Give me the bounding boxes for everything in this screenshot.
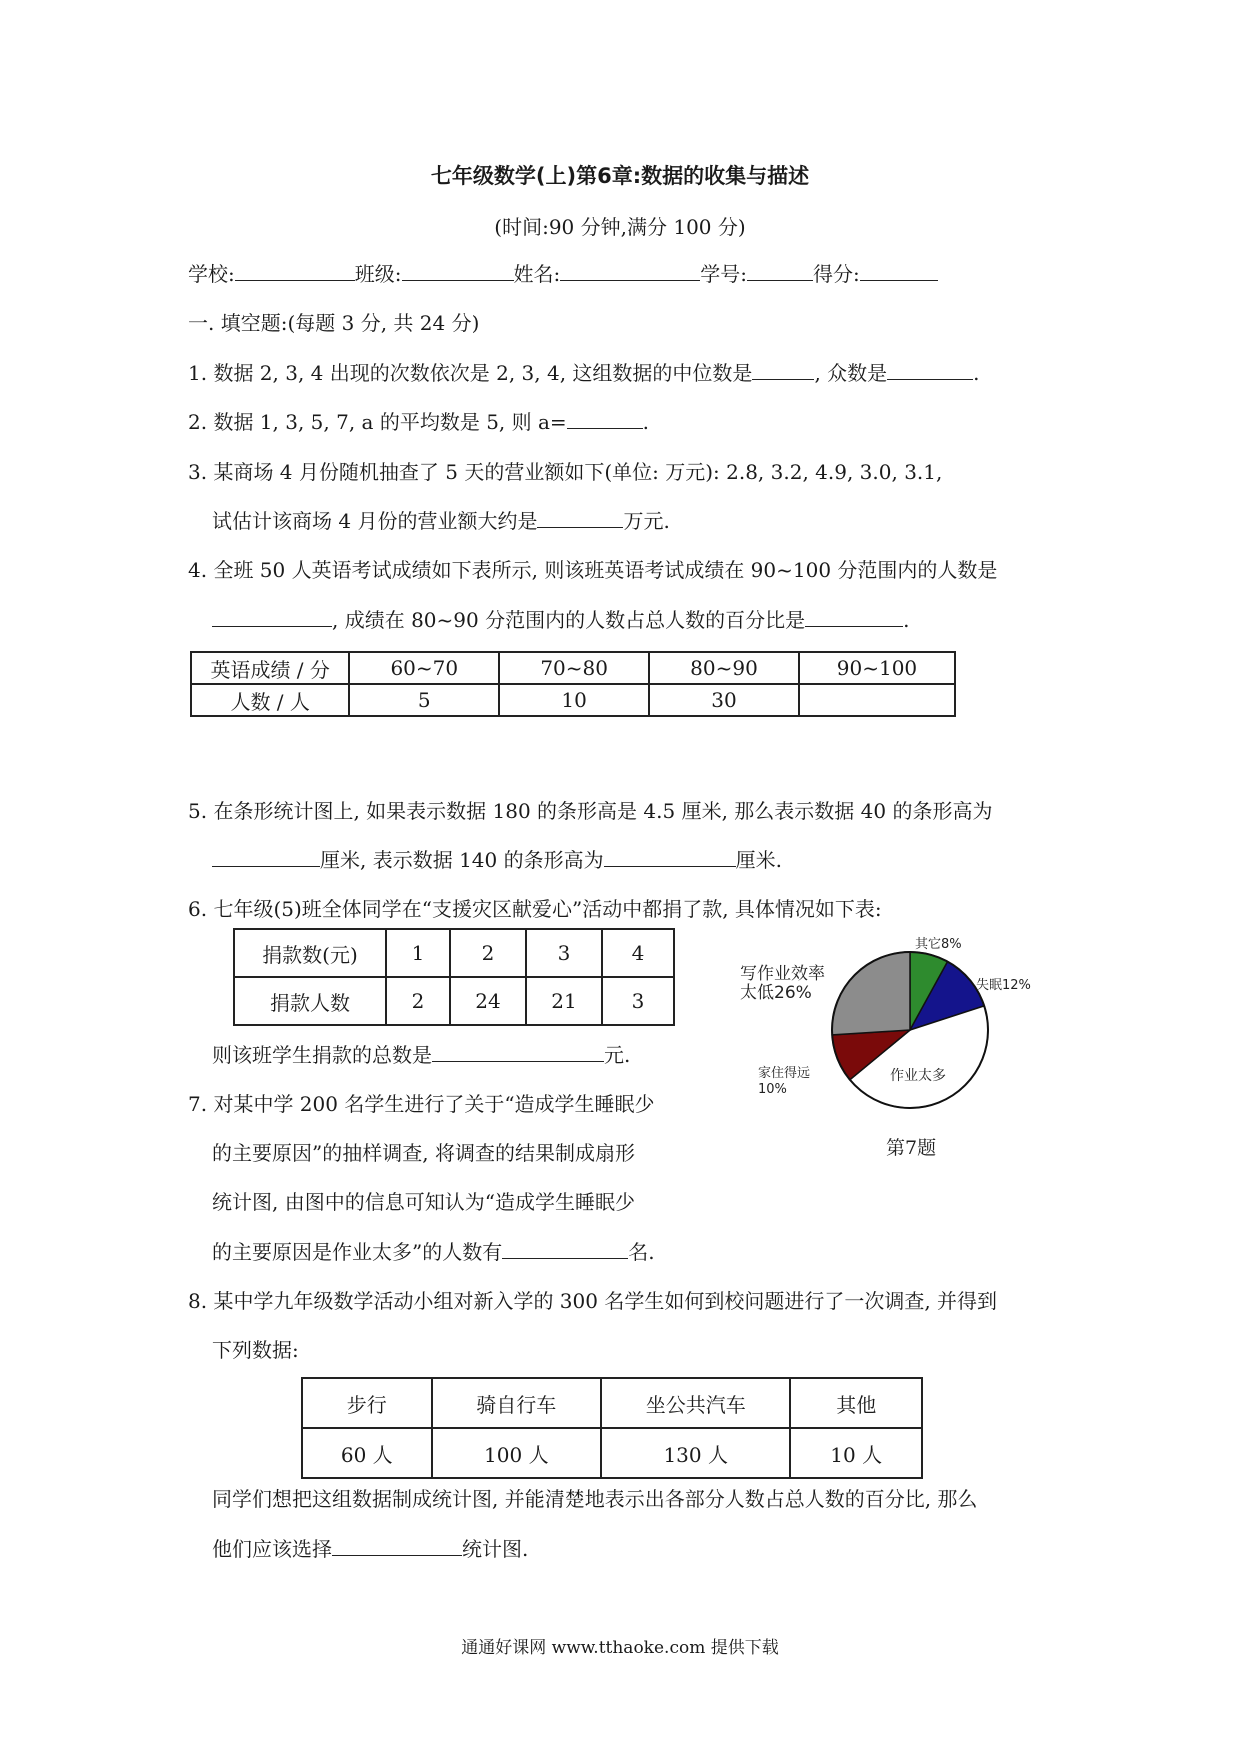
q4-end: . [903, 608, 910, 632]
q4-text: , 成绩在 80~90 分范围内的人数占总人数的百分比是 [332, 608, 806, 632]
q1-blank-mode[interactable] [887, 359, 973, 380]
table-cell: 100 人 [432, 1428, 601, 1478]
pie-label-far [758, 1066, 810, 1098]
q1-text-mode: , 众数是 [814, 361, 888, 385]
class-blank[interactable] [402, 260, 514, 281]
question-5-line2 [212, 844, 782, 873]
table-cell: 3 [526, 929, 602, 977]
q4-blank-percent[interactable] [805, 606, 903, 627]
page-subtitle: (时间:90 分钟,满分 100 分) [494, 215, 746, 239]
q7-text: 的主要原因是作业太多”的人数有 [212, 1240, 503, 1264]
school-blank[interactable] [235, 260, 355, 281]
table-cell: 2 [450, 929, 526, 977]
q3-blank[interactable] [537, 507, 623, 528]
question-7-line3: 统计图, 由图中的信息可知认为“造成学生睡眠少 [212, 1190, 635, 1214]
table-cell: 60 人 [302, 1428, 432, 1478]
question-2 [188, 406, 649, 435]
pie-label-efficiency-line1: 写作业效率 [740, 964, 825, 984]
pie-label-other: 其它8% [915, 937, 962, 952]
table-cell: 70~80 [499, 652, 649, 684]
question-6-line2 [212, 1039, 630, 1068]
footer-credit: 通通好课网 www.tthaoke.com 提供下载 [461, 1638, 779, 1658]
question-3-line1: 3. 某商场 4 月份随机抽查了 5 天的营业额如下(单位: 万元): 2.8, 3.2, 4.9, 3.0, 3.1, [188, 460, 943, 484]
table-cell: 英语成绩 / 分 [191, 652, 349, 684]
q8-text: 他们应该选择 [212, 1537, 332, 1561]
question-8-line4 [212, 1533, 528, 1562]
q5-blank-1[interactable] [212, 846, 320, 867]
table-row [302, 1378, 922, 1428]
q5-unit: 厘米. [735, 848, 782, 872]
q6-text: 则该班学生捐款的总数是 [212, 1043, 432, 1067]
table-cell: 2 [386, 977, 450, 1025]
q2-end: . [642, 410, 650, 434]
pie-label-efficiency-line2: 太低26% [740, 983, 812, 1003]
table-cell: 4 [602, 929, 674, 977]
pie-chart-figure [740, 930, 1050, 1160]
question-8-line3: 同学们想把这组数据制成统计图, 并能清楚地表示出各部分人数占总人数的百分比, 那么 [212, 1487, 978, 1511]
table-cell: 130 人 [601, 1428, 790, 1478]
table-cell: 90~100 [799, 652, 955, 684]
table-cell-empty[interactable] [799, 684, 955, 716]
table-cell: 骑自行车 [432, 1378, 601, 1428]
q5-text: 厘米, 表示数据 140 的条形高为 [320, 848, 604, 872]
score-label: 得分: [813, 262, 860, 286]
table-cell: 3 [602, 977, 674, 1025]
question-5-line1: 5. 在条形统计图上, 如果表示数据 180 的条形高是 4.5 厘米, 那么表示数据 40 的条形高为 [188, 799, 993, 823]
pie-label-efficiency [740, 965, 825, 1003]
student-id-label: 学号: [700, 262, 747, 286]
question-3-line2 [212, 505, 670, 534]
pie-label-homework-line1: 作业太 [890, 1068, 932, 1084]
class-label: 班级: [354, 262, 402, 286]
table-cell: 其他 [790, 1378, 922, 1428]
table-row [191, 652, 955, 684]
pie-label-insomnia: 失眠12% [976, 978, 1031, 993]
q8-unit: 统计图. [462, 1537, 529, 1561]
table-cell: 10 [499, 684, 649, 716]
table-cell: 人数 / 人 [191, 684, 349, 716]
question-4-line1: 4. 全班 50 人英语考试成绩如下表所示, 则该班英语考试成绩在 90~100 分范围内的人数是 [188, 558, 998, 582]
table-cell: 30 [649, 684, 799, 716]
question-4-line2 [212, 604, 909, 633]
table-cell: 80~90 [649, 652, 799, 684]
question-7-line4 [212, 1236, 655, 1265]
name-blank[interactable] [560, 260, 700, 281]
table-cell: 5 [349, 684, 499, 716]
student-id-blank[interactable] [747, 260, 813, 281]
table-row [234, 977, 674, 1025]
english-score-table [190, 651, 956, 717]
table-cell: 步行 [302, 1378, 432, 1428]
question-1 [188, 357, 980, 386]
table-cell: 1 [386, 929, 450, 977]
pie-slice-4 [832, 952, 910, 1035]
q6-unit: 元. [604, 1043, 631, 1067]
table-row [302, 1428, 922, 1478]
table-cell: 60~70 [349, 652, 499, 684]
question-8-line2: 下列数据: [212, 1338, 299, 1362]
table-cell: 捐款人数 [234, 977, 386, 1025]
q7-unit: 名. [628, 1240, 655, 1264]
q6-blank[interactable] [432, 1041, 604, 1062]
q4-blank-count[interactable] [212, 606, 332, 627]
table-cell: 24 [450, 977, 526, 1025]
donation-table [233, 928, 675, 1026]
table-cell: 捐款数(元) [234, 929, 386, 977]
pie-label-far-line2: 10% [758, 1082, 787, 1097]
pie-label-far-line1: 家住得远 [758, 1066, 811, 1081]
table-cell: 21 [526, 977, 602, 1025]
score-blank[interactable] [860, 260, 938, 281]
q2-text: 2. 数据 1, 3, 5, 7, a 的平均数是 5, 则 a= [188, 410, 567, 434]
question-7-line2: 的主要原因”的抽样调查, 将调查的结果制成扇形 [212, 1141, 635, 1165]
header-fields [188, 258, 938, 287]
q1-end: . [973, 361, 980, 385]
name-label: 姓名: [513, 262, 561, 286]
q1-text: 1. 数据 2, 3, 4 出现的次数依次是 2, 3, 4, 这组数据的中位数是 [188, 361, 753, 385]
q3-unit: 万元. [623, 509, 670, 533]
pie-label-homework [890, 1065, 946, 1085]
pie-caption: 第7题 [886, 1137, 937, 1159]
section-heading: 一. 填空题:(每题 3 分, 共 24 分) [188, 311, 480, 335]
question-6-line1: 6. 七年级(5)班全体同学在“支援灾区献爱心”活动中都捐了款, 具体情况如下表: [188, 897, 882, 921]
q5-blank-2[interactable] [604, 846, 736, 867]
transport-table [301, 1377, 923, 1479]
question-7-line1: 7. 对某中学 200 名学生进行了关于“造成学生睡眠少 [188, 1092, 655, 1116]
q2-blank[interactable] [567, 408, 643, 429]
table-row [191, 684, 955, 716]
q1-blank-median[interactable] [752, 359, 814, 380]
q8-blank[interactable] [332, 1535, 462, 1556]
table-row [234, 929, 674, 977]
page-title: 七年级数学(上)第6章:数据的收集与描述 [430, 164, 810, 188]
question-8-line1: 8. 某中学九年级数学活动小组对新入学的 300 名学生如何到校问题进行了一次调查, 并得到 [188, 1289, 998, 1313]
table-cell: 坐公共汽车 [601, 1378, 790, 1428]
table-cell: 10 人 [790, 1428, 922, 1478]
q7-blank[interactable] [502, 1238, 628, 1259]
q3-text: 试估计该商场 4 月份的营业额大约是 [212, 509, 538, 533]
pie-label-homework-line2: 多 [932, 1068, 946, 1084]
school-label: 学校: [188, 262, 235, 286]
